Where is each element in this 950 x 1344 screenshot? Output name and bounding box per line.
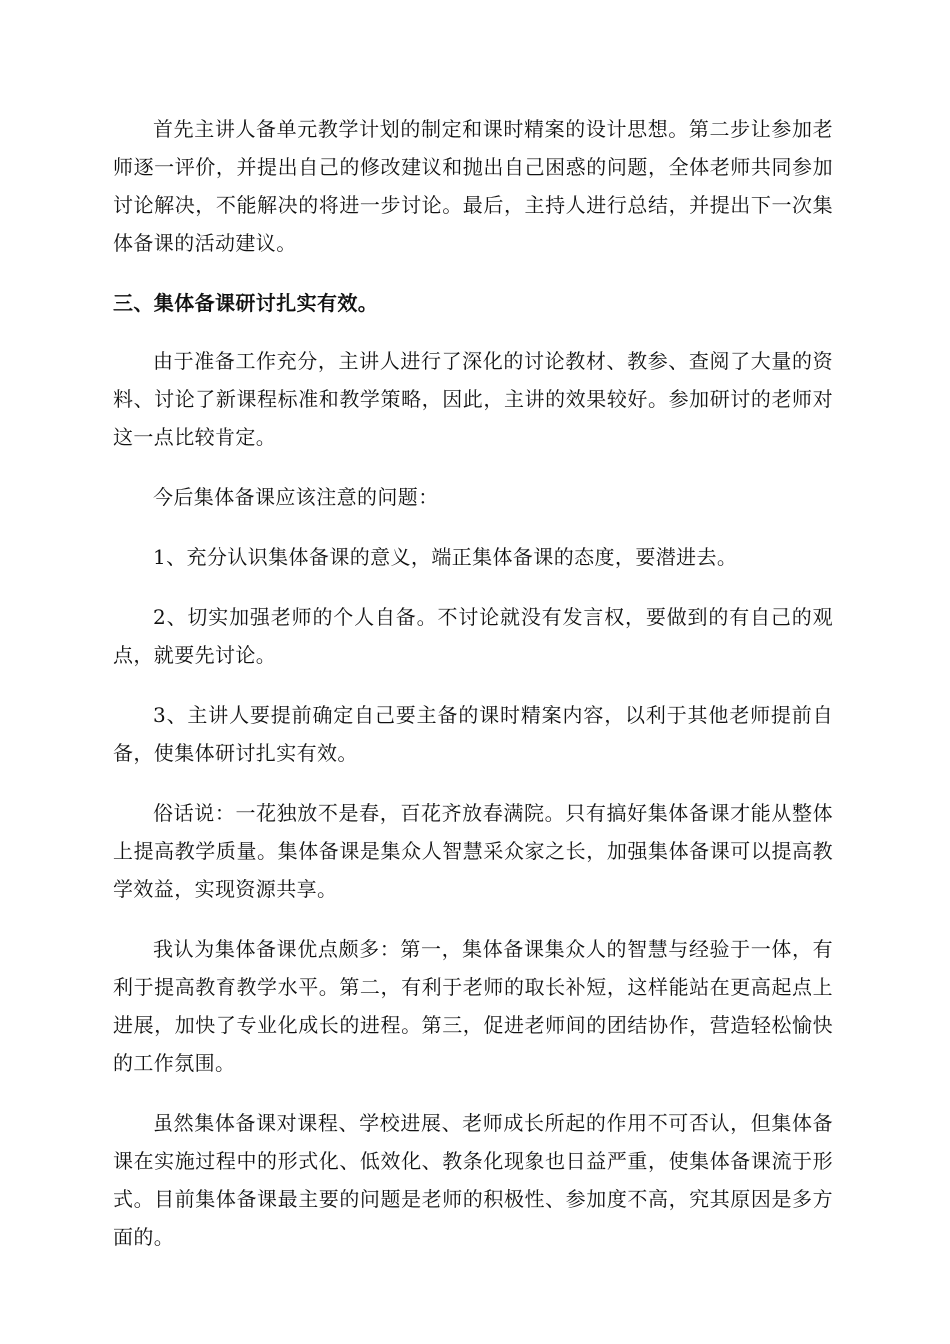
paragraph-proverb: 俗话说：一花独放不是春，百花齐放春满院。只有搞好集体备课才能从整体上提高教学质量。集体备课是集众人智慧采众家之长，加强集体备课可以提高教学效益，实现资源共享。 [113, 801, 833, 901]
section-heading-three: 三、集体备课研讨扎实有效。 [113, 291, 379, 315]
paragraph-advantages: 我认为集体备课优点颇多：第一，集体备课集众人的智慧与经验于一体，有利于提高教育教学水平。第二，有利于老师的取长补短，这样能站在更高起点上进展，加快了专业化成长的进程。第三，促进老师间的团结协作，营造轻松愉快的工作氛围。 [113, 937, 833, 1075]
paragraph-problems: 虽然集体备课对课程、学校进展、老师成长所起的作用不可否认，但集体备课在实施过程中的形式化、低效化、教条化现象也日益严重，使集体备课流于形式。目前集体备课最主要的问题是老师的积极性、参加度不高，究其原因是多方面的。 [113, 1111, 833, 1249]
list-item-issue-2: 2、切实加强老师的个人自备。不讨论就没有发言权，要做到的有自己的观点，就要先讨论。 [113, 605, 833, 667]
document-body [113, 110, 833, 1278]
paragraph-issues-intro: 今后集体备课应该注意的问题： [153, 485, 439, 509]
list-item-issue-1: 1、充分认识集体备课的意义，端正集体备课的态度，要潜进去。 [153, 545, 738, 569]
paragraph-preparation-effect: 由于准备工作充分，主讲人进行了深化的讨论教材、教参、查阅了大量的资料、讨论了新课程标准和教学策略，因此，主讲的效果较好。参加研讨的老师对这一点比较肯定。 [113, 349, 833, 449]
list-item-issue-3: 3、主讲人要提前确定自己要主备的课时精案内容，以利于其他老师提前自备，使集体研讨扎实有效。 [113, 703, 833, 765]
paragraph-process-steps: 首先主讲人备单元教学计划的制定和课时精案的设计思想。第二步让参加老师逐一评价，并提出自己的修改建议和抛出自己困惑的问题，全体老师共同参加讨论解决，不能解决的将进一步讨论。最后，主持人进行总结，并提出下一次集体备课的活动建议。 [113, 117, 833, 255]
